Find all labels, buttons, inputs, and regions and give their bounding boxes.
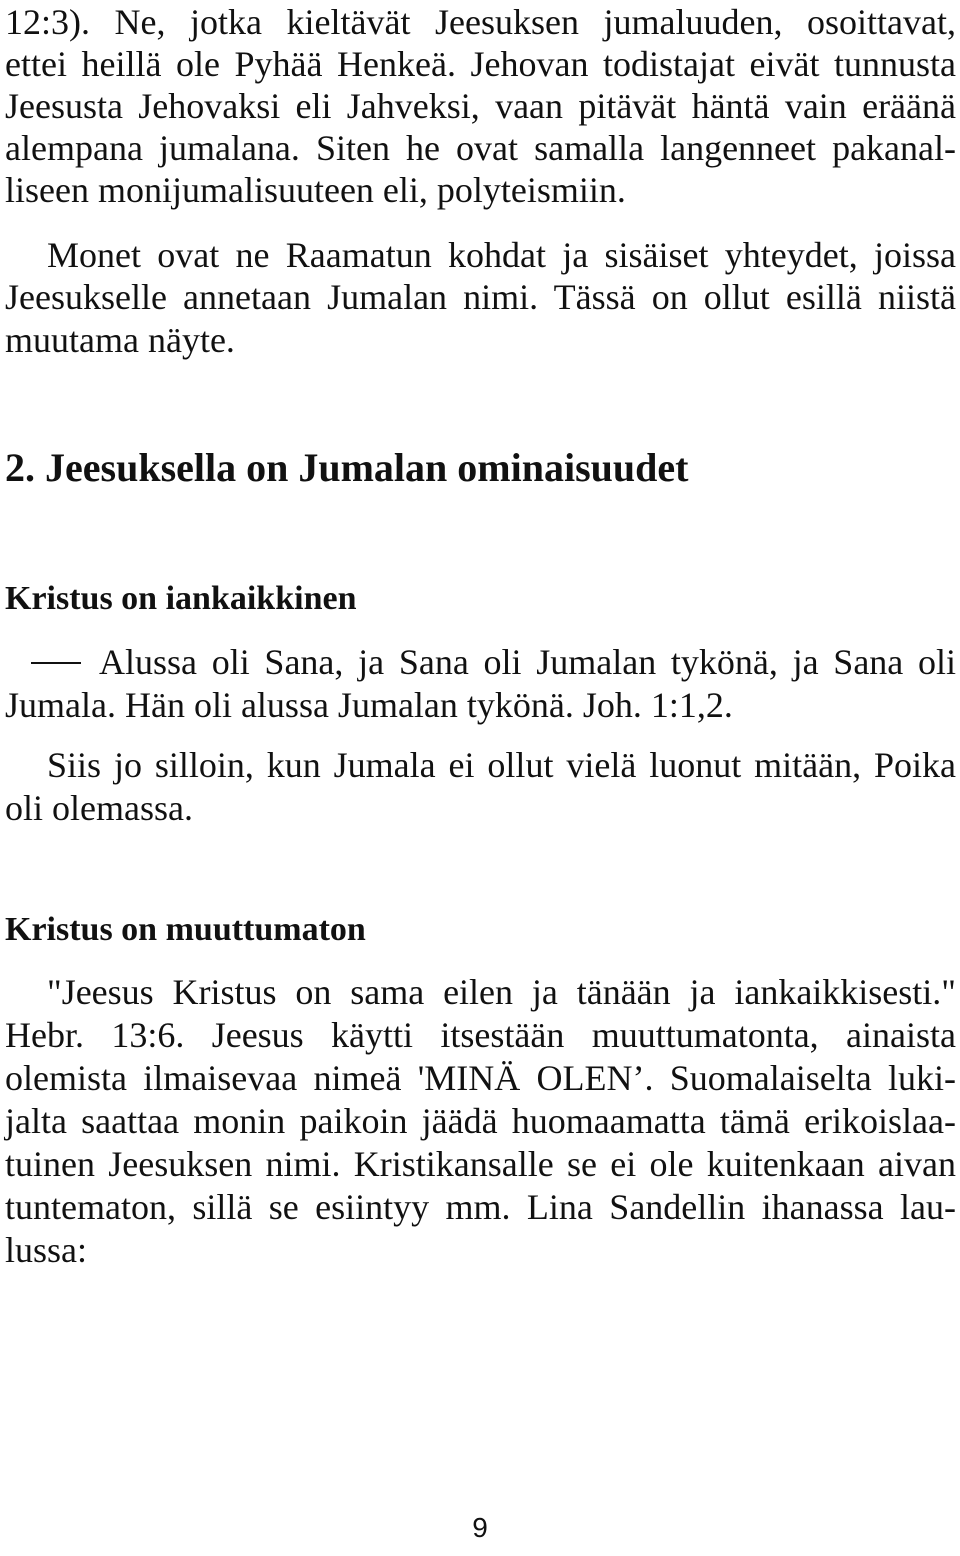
text-line: jalta saattaa monin paikoin jäädä huomaamatta tämä erikoislaa-: [5, 1101, 956, 1141]
text-line: 12:3). Ne, jotka kieltävät Jeesuksen jumaluuden, osoittavat,: [5, 2, 956, 42]
text-line: Jeesukselle annetaan Jumalan nimi. Tässä on ollut esillä niistä: [5, 277, 956, 317]
subsection-heading: Kristus on iankaikkinen: [5, 580, 357, 617]
page-number: 9: [472, 1512, 488, 1543]
text-line: Jumala. Hän oli alussa Jumalan tykönä. Joh. 1:1,2.: [5, 685, 733, 725]
text-line: alempana jumalana. Siten he ovat samalla langenneet pakanal-: [5, 128, 956, 168]
text-line: olemista ilmaisevaa nimeä 'MINÄ OLEN’. Suomalaiselta luki-: [5, 1058, 956, 1098]
quote-text: Alussa oli Sana, ja Sana oli Jumalan tykönä, ja Sana oli: [99, 642, 956, 682]
text-line: lussa:: [5, 1230, 88, 1270]
text-line: [5, 640, 956, 684]
text-line: Siis jo silloin, kun Jumala ei ollut vielä luonut mitään, Poika: [47, 745, 956, 785]
text-line: Monet ovat ne Raamatun kohdat ja sisäiset yhteydet, joissa: [47, 235, 956, 275]
text-line: muutama näyte.: [5, 320, 235, 360]
text-line: Jeesusta Jehovaksi eli Jahveksi, vaan pitävät häntä vain eräänä: [5, 86, 956, 126]
text-line: Hebr. 13:6. Jeesus käytti itsestään muuttumatonta, ainaista: [5, 1015, 956, 1055]
text-line: liseen monijumalisuuteen eli, polyteismiin.: [5, 170, 626, 210]
subsection-heading: Kristus on muuttumaton: [5, 911, 366, 948]
em-dash: [31, 662, 81, 664]
text-line: tuntematon, sillä se esiintyy mm. Lina Sandellin ihanassa lau-: [5, 1187, 956, 1227]
text-line: oli olemassa.: [5, 788, 193, 828]
text-line: ettei heillä ole Pyhää Henkeä. Jehovan todistajat eivät tunnusta: [5, 44, 956, 84]
text-line: "Jeesus Kristus on sama eilen ja tänään ja iankaikkisesti.": [47, 972, 956, 1012]
text-line: tuinen Jeesuksen nimi. Kristikansalle se ei ole kuitenkaan aivan: [5, 1144, 956, 1184]
section-heading: 2. Jeesuksella on Jumalan ominaisuudet: [5, 445, 689, 490]
